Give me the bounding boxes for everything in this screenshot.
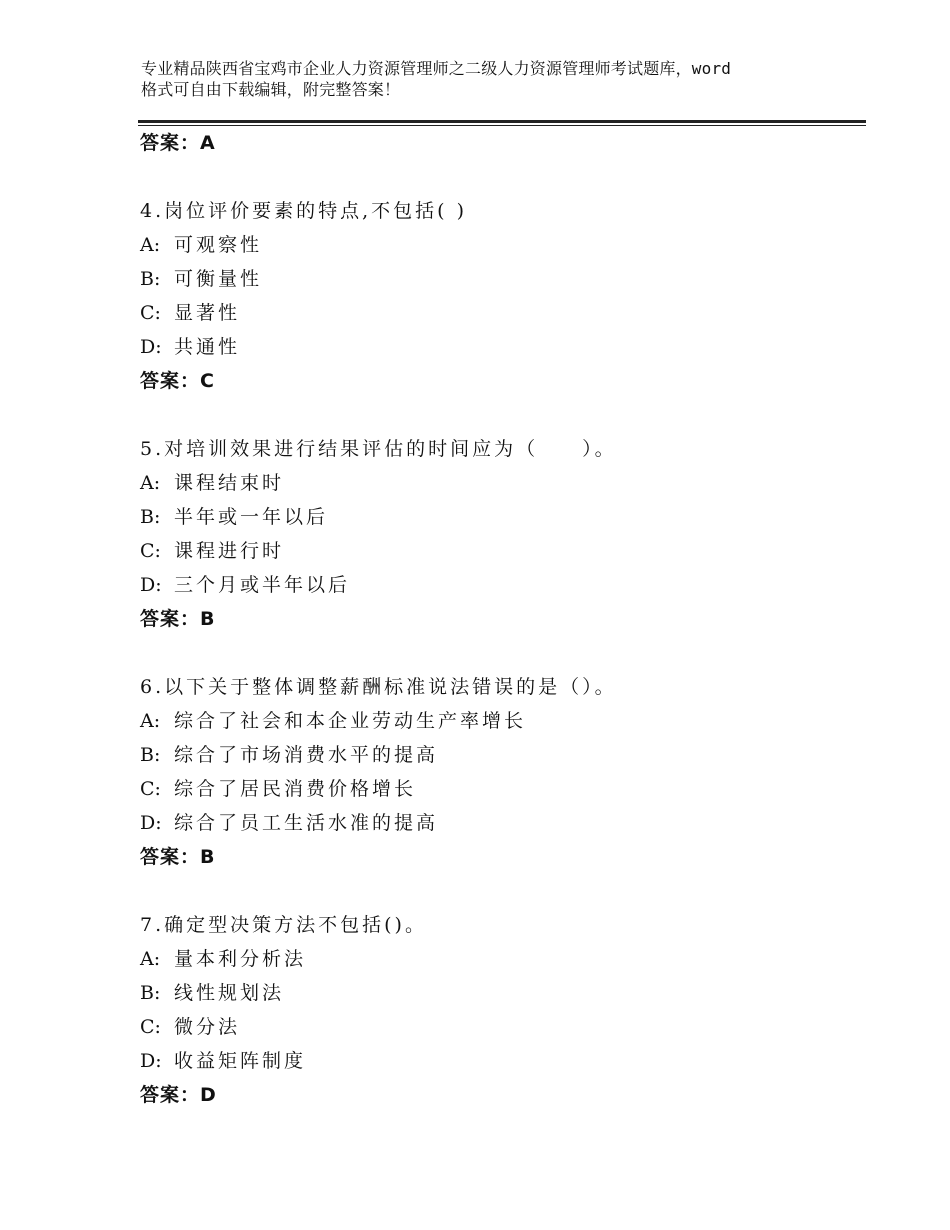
option-text: 课程结束时 — [174, 472, 285, 494]
document-header — [141, 58, 841, 100]
header-title-line-1: 专业精品陕西省宝鸡市企业人力资源管理师之二级人力资源管理师考试题库，word — [141, 59, 732, 78]
answer-value: D — [200, 1084, 216, 1106]
option-text: 综合了居民消费价格增长 — [174, 778, 417, 800]
question-list — [140, 126, 860, 1112]
option-key: B: — [140, 506, 161, 528]
option-c — [140, 296, 860, 330]
option-key: C: — [140, 302, 161, 324]
option-a — [140, 228, 860, 262]
question-stem: 7.确定型决策方法不包括()。 — [140, 914, 427, 936]
option-a — [140, 466, 860, 500]
answer-value: C — [200, 370, 214, 392]
header-title-line-2: 格式可自由下载编辑，附完整答案！ — [141, 80, 401, 99]
option-text: 收益矩阵制度 — [174, 1050, 307, 1072]
option-text: 综合了社会和本企业劳动生产率增长 — [174, 710, 527, 732]
option-d — [140, 806, 860, 840]
option-key: C: — [140, 1016, 161, 1038]
option-key: B: — [140, 982, 161, 1004]
option-d — [140, 568, 860, 602]
previous-answer — [140, 126, 860, 160]
option-c — [140, 1010, 860, 1044]
answer — [140, 840, 860, 874]
header-divider-thick — [138, 120, 866, 123]
option-key: C: — [140, 540, 161, 562]
option-text: 综合了员工生活水准的提高 — [174, 812, 439, 834]
answer — [140, 602, 860, 636]
answer-label: 答案： — [140, 608, 201, 630]
question-stem: 6.以下关于整体调整薪酬标准说法错误的是（）。 — [140, 676, 617, 698]
option-d — [140, 330, 860, 364]
option-key: D: — [140, 1050, 162, 1072]
option-c — [140, 772, 860, 806]
option-text: 微分法 — [174, 1016, 241, 1038]
option-a — [140, 704, 860, 738]
option-text: 综合了市场消费水平的提高 — [174, 744, 439, 766]
option-text: 三个月或半年以后 — [174, 574, 351, 596]
answer-value: B — [200, 846, 215, 868]
option-c — [140, 534, 860, 568]
option-key: A: — [140, 710, 161, 732]
question-block — [140, 432, 860, 636]
answer-value: A — [200, 132, 215, 154]
option-text: 可观察性 — [174, 234, 263, 256]
option-a — [140, 942, 860, 976]
option-text: 半年或一年以后 — [174, 506, 329, 528]
option-b — [140, 262, 860, 296]
option-b — [140, 976, 860, 1010]
option-key: D: — [140, 812, 162, 834]
option-b — [140, 500, 860, 534]
answer — [140, 364, 860, 398]
answer-label: 答案： — [140, 370, 201, 392]
question-block — [140, 670, 860, 874]
answer-label: 答案： — [140, 1084, 201, 1106]
option-text: 共通性 — [174, 336, 241, 358]
answer-label: 答案： — [140, 132, 201, 154]
answer-value: B — [200, 608, 215, 630]
option-key: A: — [140, 948, 161, 970]
question-block — [140, 908, 860, 1112]
option-key: B: — [140, 744, 161, 766]
option-text: 线性规划法 — [174, 982, 285, 1004]
option-text: 显著性 — [174, 302, 241, 324]
option-key: C: — [140, 778, 161, 800]
question-stem: 4.岗位评价要素的特点,不包括( ) — [140, 200, 468, 222]
answer — [140, 1078, 860, 1112]
option-key: D: — [140, 574, 162, 596]
option-text: 可衡量性 — [174, 268, 263, 290]
option-key: B: — [140, 268, 161, 290]
option-text: 量本利分析法 — [174, 948, 307, 970]
option-key: A: — [140, 234, 161, 256]
option-b — [140, 738, 860, 772]
option-text: 课程进行时 — [174, 540, 285, 562]
option-key: D: — [140, 336, 162, 358]
question-stem: 5.对培训效果进行结果评估的时间应为（ ）。 — [140, 438, 617, 460]
option-d — [140, 1044, 860, 1078]
option-key: A: — [140, 472, 161, 494]
answer-label: 答案： — [140, 846, 201, 868]
question-block — [140, 194, 860, 398]
